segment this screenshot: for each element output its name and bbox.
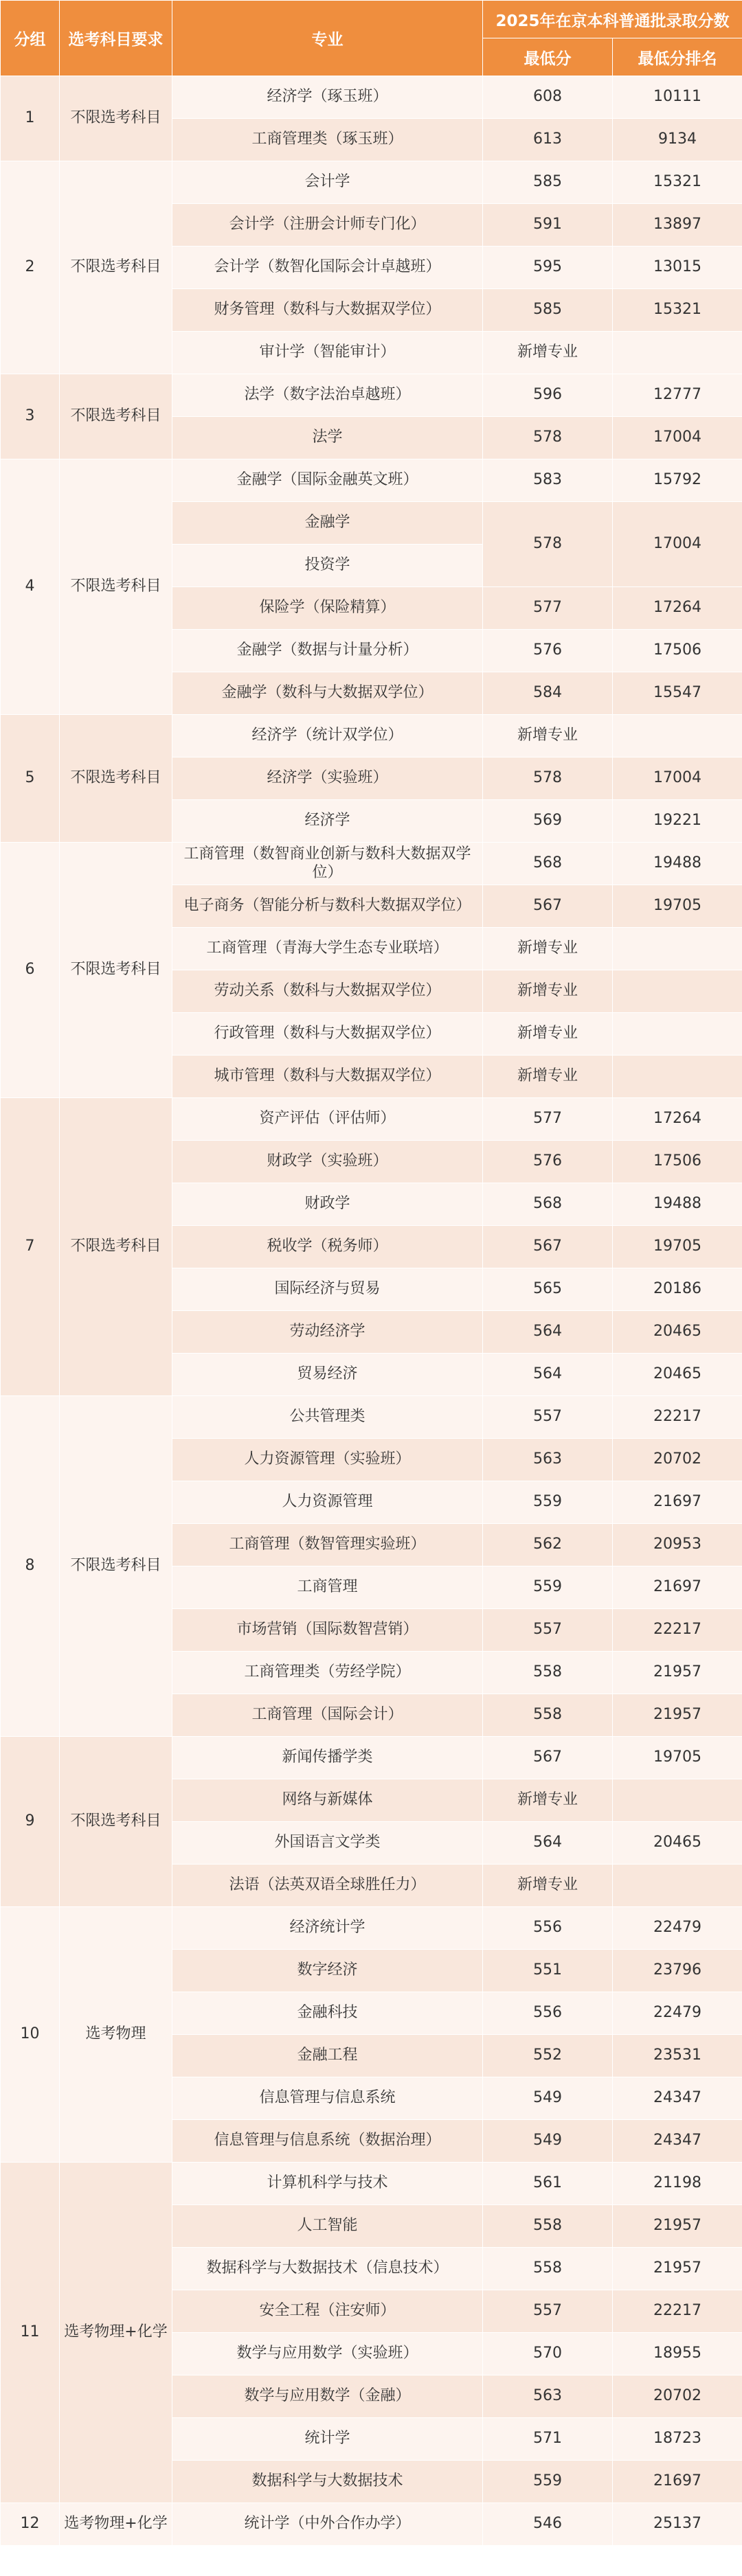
min-rank: 22217: [613, 2290, 742, 2333]
major-name: 法语（法英双语全球胜任力）: [172, 1865, 483, 1907]
min-score: 新增专业: [483, 928, 613, 970]
major-name: 劳动关系（数科与大数据双学位）: [172, 970, 483, 1013]
major-name: 城市管理（数科与大数据双学位）: [172, 1056, 483, 1098]
min-rank: 21697: [613, 2461, 742, 2503]
min-rank: 23796: [613, 1950, 742, 1992]
min-rank: 20465: [613, 1311, 742, 1354]
min-score: 585: [483, 289, 613, 332]
min-rank: 18723: [613, 2418, 742, 2461]
major-name: 新闻传播学类: [172, 1737, 483, 1779]
major-name: 信息管理与信息系统（数据治理）: [172, 2120, 483, 2163]
min-rank: 18955: [613, 2333, 742, 2375]
min-score: 新增专业: [483, 1013, 613, 1056]
table-row: [1, 2163, 742, 2205]
major-name: 法学（数字法治卓越班）: [172, 374, 483, 417]
major-name: 保险学（保险精算）: [172, 587, 483, 630]
min-rank: 17264: [613, 587, 742, 630]
major-name: 会计学（注册会计师专门化）: [172, 204, 483, 247]
subject-requirement: 不限选考科目: [60, 1098, 172, 1396]
table-row: [1, 1737, 742, 1779]
major-name: 数字经济: [172, 1950, 483, 1992]
min-rank: 22217: [613, 1609, 742, 1652]
min-score: 552: [483, 2035, 613, 2077]
group-block: [1, 1907, 742, 2163]
subject-requirement: 不限选考科目: [60, 459, 172, 715]
group-number: 5: [1, 715, 60, 843]
min-rank: 15792: [613, 459, 742, 502]
min-score: 新增专业: [483, 332, 613, 374]
major-name: 统计学（中外合作办学）: [172, 2503, 483, 2546]
min-rank: 19221: [613, 800, 742, 843]
subject-requirement: 不限选考科目: [60, 76, 172, 161]
major-name: 财政学（实验班）: [172, 1141, 483, 1183]
group-block: [1, 2163, 742, 2503]
group-block: [1, 161, 742, 374]
min-score: 595: [483, 247, 613, 289]
min-score: 567: [483, 1737, 613, 1779]
min-rank: 21957: [613, 1694, 742, 1737]
major-name: 财政学: [172, 1183, 483, 1226]
min-rank: [613, 332, 742, 374]
min-rank: 12777: [613, 374, 742, 417]
group-number: 12: [1, 2503, 60, 2546]
group-block: [1, 459, 742, 715]
min-rank: 20465: [613, 1354, 742, 1396]
min-score: 546: [483, 2503, 613, 2546]
table-row: [1, 374, 742, 417]
header-group: 分组: [1, 1, 60, 76]
group-number: 1: [1, 76, 60, 161]
min-score: 578: [483, 757, 613, 800]
min-rank: 20702: [613, 1439, 742, 1481]
major-name: 工商管理类（琢玉班）: [172, 119, 483, 161]
major-name: 投资学: [172, 545, 483, 587]
major-name: 人力资源管理（实验班）: [172, 1439, 483, 1481]
min-score: 577: [483, 1098, 613, 1141]
min-score: 564: [483, 1822, 613, 1865]
major-name: 计算机科学与技术: [172, 2163, 483, 2205]
major-name: 公共管理类: [172, 1396, 483, 1439]
major-name: 金融科技: [172, 1992, 483, 2035]
min-rank: 13897: [613, 204, 742, 247]
min-score: 561: [483, 2163, 613, 2205]
min-score: 584: [483, 672, 613, 715]
major-name: 经济学（琢玉班）: [172, 76, 483, 119]
major-name: 人力资源管理: [172, 1481, 483, 1524]
major-name: 审计学（智能审计）: [172, 332, 483, 374]
min-score: 557: [483, 1609, 613, 1652]
min-rank: [613, 970, 742, 1013]
min-rank: 24347: [613, 2077, 742, 2120]
min-rank: 24347: [613, 2120, 742, 2163]
subject-requirement: 不限选考科目: [60, 715, 172, 843]
min-score: 551: [483, 1950, 613, 1992]
min-rank: 17506: [613, 630, 742, 672]
major-name: 工商管理（青海大学生态专业联培）: [172, 928, 483, 970]
min-rank: 17264: [613, 1098, 742, 1141]
group-number: 10: [1, 1907, 60, 2163]
group-block: [1, 1098, 742, 1396]
group-number: 11: [1, 2163, 60, 2503]
group-block: [1, 76, 742, 161]
min-rank: 21957: [613, 2205, 742, 2248]
major-name: 工商管理（数智商业创新与数科大数据双学位）: [172, 843, 483, 885]
major-name: 行政管理（数科与大数据双学位）: [172, 1013, 483, 1056]
major-name: 经济学（统计双学位）: [172, 715, 483, 757]
major-name: 贸易经济: [172, 1354, 483, 1396]
min-rank: 10111: [613, 76, 742, 119]
table-row: [1, 1907, 742, 1950]
min-rank: 19705: [613, 1737, 742, 1779]
table-row: [1, 843, 742, 885]
min-score: 565: [483, 1268, 613, 1311]
min-rank: 20702: [613, 2375, 742, 2418]
major-name: 工商管理（数智管理实验班）: [172, 1524, 483, 1566]
min-rank: 22479: [613, 1992, 742, 2035]
min-rank: 15321: [613, 161, 742, 204]
table-row: [1, 76, 742, 119]
min-rank: 25137: [613, 2503, 742, 2546]
major-name: 电子商务（智能分析与数科大数据双学位）: [172, 885, 483, 928]
min-rank: 21697: [613, 1481, 742, 1524]
min-rank: 20186: [613, 1268, 742, 1311]
min-rank: 17004: [613, 502, 742, 587]
major-name: 资产评估（评估师）: [172, 1098, 483, 1141]
min-score: 549: [483, 2120, 613, 2163]
table-row: [1, 161, 742, 204]
group-block: [1, 374, 742, 459]
min-rank: 21697: [613, 1566, 742, 1609]
header-score-title: 2025年在京本科普通批录取分数: [483, 1, 742, 38]
min-score: 新增专业: [483, 970, 613, 1013]
min-rank: 19705: [613, 885, 742, 928]
major-name: 网络与新媒体: [172, 1779, 483, 1822]
subject-requirement: 不限选考科目: [60, 1737, 172, 1907]
major-name: 金融学（数科与大数据双学位）: [172, 672, 483, 715]
major-name: 经济统计学: [172, 1907, 483, 1950]
major-name: 数据科学与大数据技术: [172, 2461, 483, 2503]
group-number: 2: [1, 161, 60, 374]
min-score: 563: [483, 2375, 613, 2418]
min-score: 557: [483, 2290, 613, 2333]
table-header: [1, 1, 742, 76]
min-score: 新增专业: [483, 715, 613, 757]
min-rank: 20953: [613, 1524, 742, 1566]
table-row: [1, 1396, 742, 1439]
major-name: 工商管理类（劳经学院）: [172, 1652, 483, 1694]
min-score: 608: [483, 76, 613, 119]
table-row: [1, 1098, 742, 1141]
min-score: 558: [483, 1694, 613, 1737]
min-score: 549: [483, 2077, 613, 2120]
major-name: 财务管理（数科与大数据双学位）: [172, 289, 483, 332]
major-name: 经济学（实验班）: [172, 757, 483, 800]
major-name: 金融学: [172, 502, 483, 545]
major-name: 法学: [172, 417, 483, 459]
min-score: 569: [483, 800, 613, 843]
major-name: 数学与应用数学（实验班）: [172, 2333, 483, 2375]
min-rank: 15321: [613, 289, 742, 332]
min-rank: 19488: [613, 1183, 742, 1226]
min-score: 新增专业: [483, 1056, 613, 1098]
group-number: 8: [1, 1396, 60, 1737]
min-score: 591: [483, 204, 613, 247]
min-rank: [613, 928, 742, 970]
min-score: 576: [483, 630, 613, 672]
group-number: 4: [1, 459, 60, 715]
min-rank: [613, 1779, 742, 1822]
min-rank: 9134: [613, 119, 742, 161]
min-score: 559: [483, 2461, 613, 2503]
min-score: 558: [483, 1652, 613, 1694]
min-score: 576: [483, 1141, 613, 1183]
major-name: 工商管理（国际会计）: [172, 1694, 483, 1737]
min-score: 568: [483, 843, 613, 885]
min-rank: [613, 1865, 742, 1907]
subject-requirement: 不限选考科目: [60, 374, 172, 459]
min-score: 563: [483, 1439, 613, 1481]
min-rank: 17506: [613, 1141, 742, 1183]
header-min-rank: 最低分排名: [613, 38, 742, 76]
group-block: [1, 1396, 742, 1737]
major-name: 经济学: [172, 800, 483, 843]
min-score: 567: [483, 885, 613, 928]
min-rank: [613, 715, 742, 757]
major-name: 会计学（数智化国际会计卓越班）: [172, 247, 483, 289]
min-rank: 22217: [613, 1396, 742, 1439]
min-score: 558: [483, 2248, 613, 2290]
subject-requirement: 选考物理+化学: [60, 2503, 172, 2546]
min-score: 556: [483, 1992, 613, 2035]
major-name: 外国语言文学类: [172, 1822, 483, 1865]
major-name: 人工智能: [172, 2205, 483, 2248]
major-name: 劳动经济学: [172, 1311, 483, 1354]
min-score: 559: [483, 1566, 613, 1609]
major-name: 金融工程: [172, 2035, 483, 2077]
header-min-score: 最低分: [483, 38, 613, 76]
subject-requirement: 不限选考科目: [60, 843, 172, 1098]
major-name: 工商管理: [172, 1566, 483, 1609]
min-score: 564: [483, 1354, 613, 1396]
min-rank: 19705: [613, 1226, 742, 1268]
min-rank: 20465: [613, 1822, 742, 1865]
min-score: 567: [483, 1226, 613, 1268]
min-score: 577: [483, 587, 613, 630]
group-block: [1, 1737, 742, 1907]
group-number: 7: [1, 1098, 60, 1396]
min-score: 578: [483, 502, 613, 587]
min-rank: [613, 1056, 742, 1098]
subject-requirement: 选考物理+化学: [60, 2163, 172, 2503]
major-name: 市场营销（国际数智营销）: [172, 1609, 483, 1652]
min-rank: 19488: [613, 843, 742, 885]
min-score: 新增专业: [483, 1865, 613, 1907]
min-rank: 22479: [613, 1907, 742, 1950]
header-requirement: 选考科目要求: [60, 1, 172, 76]
min-score: 585: [483, 161, 613, 204]
min-score: 613: [483, 119, 613, 161]
min-score: 新增专业: [483, 1779, 613, 1822]
subject-requirement: 选考物理: [60, 1907, 172, 2163]
min-rank: 17004: [613, 417, 742, 459]
min-rank: 21957: [613, 2248, 742, 2290]
min-rank: 21198: [613, 2163, 742, 2205]
major-name: 数学与应用数学（金融）: [172, 2375, 483, 2418]
min-rank: 23531: [613, 2035, 742, 2077]
table-row: [1, 2503, 742, 2546]
min-score: 559: [483, 1481, 613, 1524]
min-rank: 17004: [613, 757, 742, 800]
min-score: 564: [483, 1311, 613, 1354]
subject-requirement: 不限选考科目: [60, 1396, 172, 1737]
major-name: 国际经济与贸易: [172, 1268, 483, 1311]
group-block: [1, 715, 742, 843]
min-score: 578: [483, 417, 613, 459]
min-score: 558: [483, 2205, 613, 2248]
group-number: 3: [1, 374, 60, 459]
min-score: 571: [483, 2418, 613, 2461]
min-score: 596: [483, 374, 613, 417]
major-name: 数据科学与大数据技术（信息技术）: [172, 2248, 483, 2290]
min-score: 556: [483, 1907, 613, 1950]
min-score: 557: [483, 1396, 613, 1439]
header-major: 专业: [172, 1, 483, 76]
min-score: 570: [483, 2333, 613, 2375]
major-name: 会计学: [172, 161, 483, 204]
major-name: 安全工程（注安师）: [172, 2290, 483, 2333]
min-rank: 13015: [613, 247, 742, 289]
min-rank: [613, 1013, 742, 1056]
table-row: [1, 459, 742, 502]
group-number: 6: [1, 843, 60, 1098]
major-name: 信息管理与信息系统: [172, 2077, 483, 2120]
group-block: [1, 2503, 742, 2546]
group-number: 9: [1, 1737, 60, 1907]
subject-requirement: 不限选考科目: [60, 161, 172, 374]
group-block: [1, 843, 742, 1098]
min-rank: 15547: [613, 672, 742, 715]
min-score: 562: [483, 1524, 613, 1566]
min-rank: 21957: [613, 1652, 742, 1694]
table-row: [1, 715, 742, 757]
major-name: 金融学（数据与计量分析）: [172, 630, 483, 672]
min-score: 568: [483, 1183, 613, 1226]
major-name: 统计学: [172, 2418, 483, 2461]
min-score: 583: [483, 459, 613, 502]
major-name: 金融学（国际金融英文班）: [172, 459, 483, 502]
major-name: 税收学（税务师）: [172, 1226, 483, 1268]
